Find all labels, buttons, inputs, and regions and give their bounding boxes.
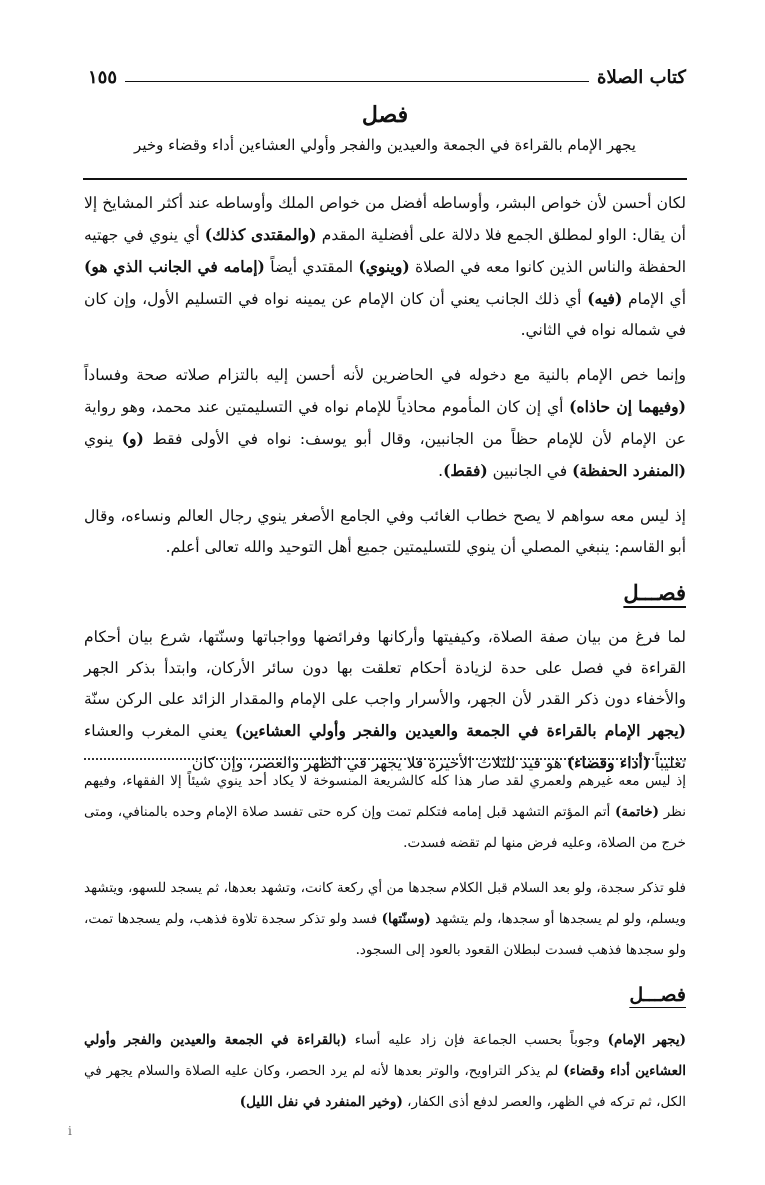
page-header (88, 56, 686, 88)
paragraph: إذ ليس معه غيرهم ولعمري لقد صار هذا كله كالشريعة المنسوخة لا يكاد أحد ينوي شيئاً إلا الفقهاء، وفيهم نظر (خاتمة) أتم المؤتم التشهد قبل إمامه فتكلم تمت وإن كره حتى تفسد صلاة الإمام وحده بالمنافي، ومتى خرج من الصلاة، وعليه فرض منها لم تقضه فسدت. (84, 773, 686, 851)
paragraph: لما فرغ من بيان صفة الصلاة، وكيفيتها وأركانها وفرائضها وواجباتها وسنّتها، شرع بيان أحكام القراءة في فصل على حدة لزيادة أحكام تعلقت بها دون سائر الأركان، وابتدأ بذكر الجهر والأخفاء دون ذكر القدر لأن الجهر، والأسرار واجب على الإمام والمقدار الزائد على الركن سنّة (يجهر الإمام بالقراءة في الجمعة والعيدين والفجر وأولي العشاءين) يعني المغرب والعشاء تغليباً (أداء وقضاء) هو قيد للثلاث الأخيرة فلا يجهر في الظهر والعصر، وإن كان (84, 628, 687, 772)
chapter-title: فصل (361, 102, 409, 128)
paragraph: فلو تذكر سجدة، ولو بعد السلام قبل الكلام سجدها من أي ركعة كانت، وتشهد بعدها، ثم يسجد للسهو، ويتشهد ويسلم، ولو لم يسجدها أو سجدها، ولم يتشهد (وسنّتها) فسد ولو تذكر سجدة تلاوة فذهب، ولم يسجدها تمت، ولو سجدها فذهب فسدت لبطلان القعود بالعود إلى السجود. (84, 880, 686, 958)
paragraph: وإنما خص الإمام بالنية مع دخوله في الحاضرين لأنه أحسن إليه بالتزام صلاته صحة وفساداً (وفيهما إن حاذاه) أي إن كان المأموم محاذياً للإمام نواه في التسليمتين عند محمد، وهو رواية عن الإمام لأن للإمام حظاً من الجانبين، وقال أبو يوسف: نواه في الأولى فقط (و) ينوي (المنفرد الحفظة) في الجانبين (فقط). (84, 366, 686, 480)
margin-mark: i (68, 1124, 72, 1138)
chapter-subtitle: يجهر الإمام بالقراءة في الجمعة والعيدين والفجر وأولي العشاءين أداء وقضاء وخير (134, 136, 636, 154)
running-title: كتاب الصلاة (597, 67, 686, 88)
upper-text (84, 188, 686, 779)
page-number: ١٥٥ (88, 67, 118, 88)
top-divider (83, 178, 687, 180)
dotted-separator (84, 758, 686, 766)
paragraph: لكان أحسن لأن خواص البشر، وأوساطه أفضل من خواص الملك وأوساطه عند أكثر المشايخ إلا أن يقال: الواو لمطلق الجمع فلا دلالة على أفضلية المقدم (والمقتدى كذلك) أي ينوي في جهتيه الحفظة والناس الذين كانوا معه في الصلاة (وينوي) المقتدي أيضاً (إمامه في الجانب الذي هو) أي الإمام (فيه) أي ذلك الجانب يعني أن كان الإمام عن يمينه نواه في التسليم الأول، وإن كان في شماله نواه في الثاني. (84, 194, 687, 339)
section-heading: فصـــل (623, 580, 686, 605)
paragraph: إذ ليس معه سواهم لا يصح خطاب الغائب وفي الجامع الأصغر ينوي رجال العالم ونساءه، وقال أبو القاسم: ينبغي المصلي أن ينوي للتسليمتين جميع أهل التوحيد والله تعالى أعلم. (84, 507, 686, 556)
paragraph: (يجهر الإمام) وجوباً بحسب الجماعة فإن زاد عليه أساء (بالقراءة في الجمعة والعيدين والفجر وأولي العشاءين أداء وقضاء) لم يذكر التراويح، والوتر بعدها لأنه لم يرد الحصر، وكان عليه الصلاة والسلام يجهر في الكل، ثم تركه في الظهر، والعصر لدفع أذى الكفار، (وخير المنفرد في نفل الليل) (84, 1032, 686, 1110)
commentary-text (84, 766, 686, 1118)
header-rule (125, 81, 589, 82)
section-heading: فصـــل (629, 984, 686, 1006)
